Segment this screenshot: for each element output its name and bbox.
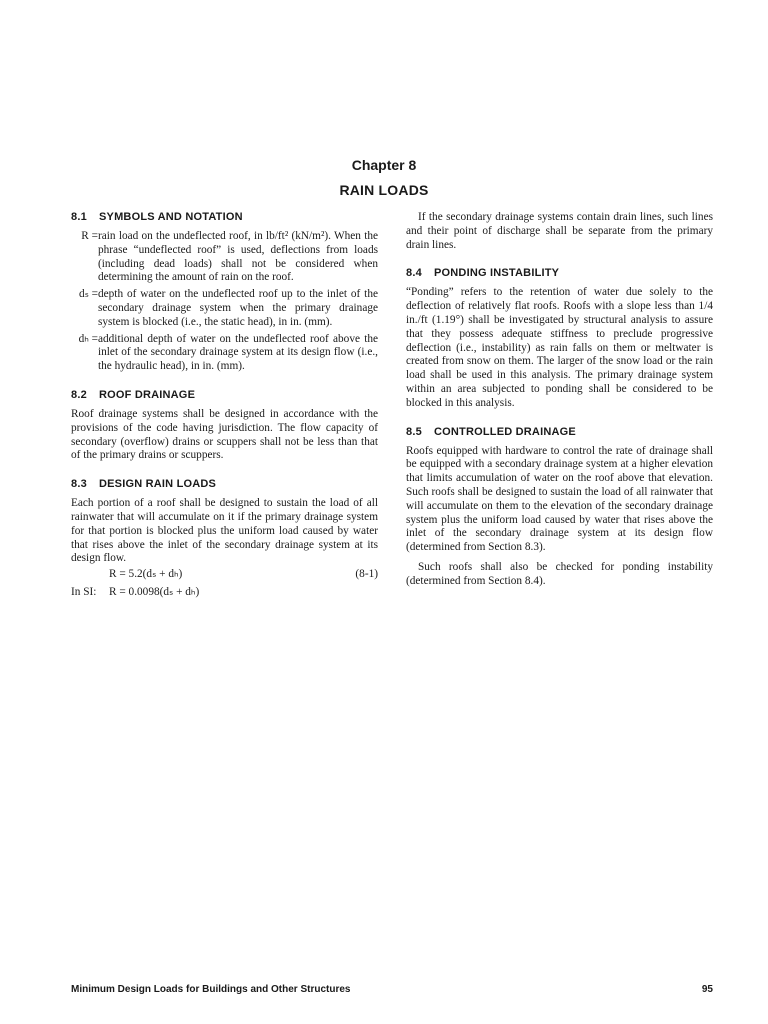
section-8-4 — [406, 266, 713, 410]
symbol-definition: depth of water on the undeflected roof up to the inlet of the secondary drainage system when the primary drainage system is blocked (i.e., the static head), in in. (mm). — [98, 288, 378, 328]
section-8-3 — [71, 477, 378, 600]
symbol-entry-ds — [71, 288, 378, 329]
chapter-title: RAIN LOADS — [339, 182, 429, 198]
si-label: In SI: — [71, 585, 97, 598]
section-number: 8.3 — [71, 478, 87, 491]
equation-number: (8-1) — [355, 568, 378, 581]
section-title: SYMBOLS AND NOTATION — [99, 211, 243, 223]
section-title: PONDING INSTABILITY — [434, 267, 560, 280]
section-heading — [71, 477, 378, 491]
footer-title: Minimum Design Loads for Buildings and Other Structures — [71, 984, 351, 995]
equation-si — [71, 586, 378, 600]
chapter-label: Chapter 8 — [351, 157, 417, 173]
section-title: ROOF DRAINAGE — [99, 388, 196, 401]
chapter-header — [0, 156, 768, 199]
section-body: Roofs equipped with hardware to control the rate of drainage shall be equipped with a secondary drainage system at a higher elevation that limits accumulation of water on the roof above that elevation. Such roofs shall be designed to sustain the load of all rainwater that will accumulate on them to the elevation of the secondary drainage system plus the uniform load caused by water that rises above the inlet of the secondary drainage system at its design flow (determined from Section 8.3). — [406, 444, 713, 554]
right-column — [406, 211, 713, 595]
symbol-key: dₕ = — [78, 332, 98, 345]
section-number: 8.4 — [406, 267, 422, 280]
section-8-3-continuation: If the secondary drainage systems contain drain lines, such lines and their point of discharge shall be separate from the primary drain lines. — [406, 211, 713, 251]
symbol-key: R = — [81, 230, 98, 242]
section-number: 8.2 — [71, 388, 87, 401]
page-footer — [71, 984, 713, 995]
section-8-2 — [71, 388, 378, 463]
section-body: “Ponding” refers to the retention of water due solely to the deflection of relatively flat roofs. Roofs with a slope less than 1/4 in./ft (1.19°) shall be investigated by structural analysis to assure that they possess adequate stiffness to preclude progressive deflection (i.e., instability) as rain falls on them or meltwater is created from snow on them. The larger of the snow load or the rain load shall be used in this analysis. The primary drainage system within an area subjected to ponding shall be considered to be blocked in this analysis. — [406, 286, 713, 409]
equation-8-1 — [71, 568, 378, 582]
section-heading — [406, 425, 713, 439]
section-heading — [71, 388, 378, 402]
symbol-key: dₛ = — [78, 288, 98, 301]
section-title: CONTROLLED DRAINAGE — [434, 425, 576, 438]
section-number: 8.1 — [71, 211, 87, 223]
section-body: Each portion of a roof shall be designed to sustain the load of all rainwater that will accumulate on it if the primary drainage system for that portion is blocked plus the uniform load caused by water that rises above the inlet of the secondary drainage system at its design flow. — [71, 497, 378, 565]
symbol-definition: additional depth of water on the undeflected roof above the inlet of the secondary drainage system at its design flow (i.e., the hydraulic head), in in. (mm). — [98, 332, 378, 373]
symbol-entry-dh — [71, 333, 378, 374]
section-heading — [406, 266, 713, 280]
section-body: Roof drainage systems shall be designed in accordance with the provisions of the code having jurisdiction. The flow capacity of secondary (overflow) drains or scuppers shall not be less than that of the primary drains or scuppers. — [71, 407, 378, 462]
section-body-2: Such roofs shall also be checked for ponding instability (determined from Section 8.4). — [406, 560, 713, 587]
left-column — [71, 210, 378, 600]
page-number: 95 — [701, 984, 713, 995]
equation-text: R = 5.2(dₛ + dₕ) — [109, 568, 183, 581]
section-heading — [71, 210, 378, 224]
section-8-1 — [71, 210, 378, 374]
section-title: DESIGN RAIN LOADS — [99, 478, 217, 491]
symbol-definition: rain load on the undeflected roof, in lb/ft² (kN/m²). When the phrase “undeflected roof” is used, deflections from loads (including dead loads) shall not be considered when determining the amount of rain on the roof. — [98, 230, 378, 284]
section-8-5 — [406, 425, 713, 589]
si-equation-text: R = 0.0098(dₛ + dₕ) — [109, 585, 200, 598]
symbol-entry-r — [71, 230, 378, 285]
section-number: 8.5 — [406, 425, 422, 438]
